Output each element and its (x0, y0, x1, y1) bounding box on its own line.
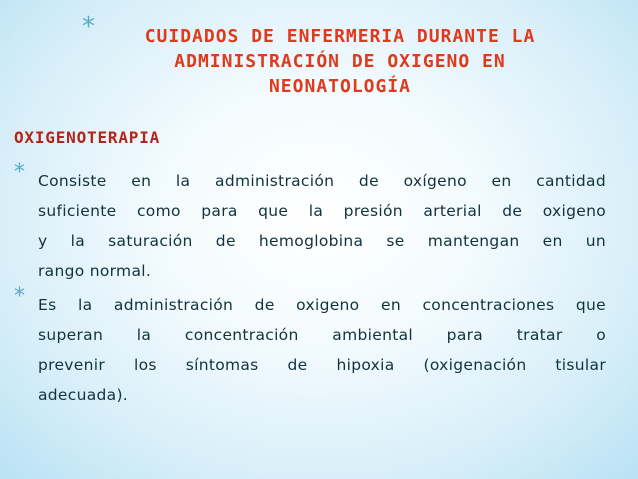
bullet-text-line: superan la concentración ambiental para tratar o (38, 326, 606, 344)
bullet-text-line: Es la administración de oxigeno en concentraciones que (38, 296, 606, 314)
bullet-star-icon: * (14, 160, 25, 185)
slide-title (100, 24, 580, 99)
title-line-1: CUIDADOS DE ENFERMERIA DURANTE LA (144, 26, 536, 47)
title-line-2: ADMINISTRACIÓN DE OXIGENO EN (174, 51, 506, 72)
title-line-3: NEONATOLOGÍA (268, 76, 412, 97)
bullet-list (14, 160, 606, 410)
section-heading: OXIGENOTERAPIA (14, 128, 161, 147)
bullet-text-line: Consiste en la administración de oxígeno en cantidad (38, 172, 606, 190)
bullet-text-line: prevenir los síntomas de hipoxia (oxigenación tisular (38, 356, 606, 374)
bullet-text-line: y la saturación de hemoglobina se mantengan en un (38, 232, 606, 250)
title-bullet-star-icon: * (82, 12, 95, 42)
bullet-star-icon: * (14, 284, 25, 309)
bullet-item (14, 160, 606, 286)
bullet-item (14, 284, 606, 410)
bullet-text-line: adecuada). (38, 386, 129, 404)
bullet-text-line: rango normal. (38, 262, 152, 280)
bullet-text-line: suficiente como para que la presión arterial de oxigeno (38, 202, 606, 220)
